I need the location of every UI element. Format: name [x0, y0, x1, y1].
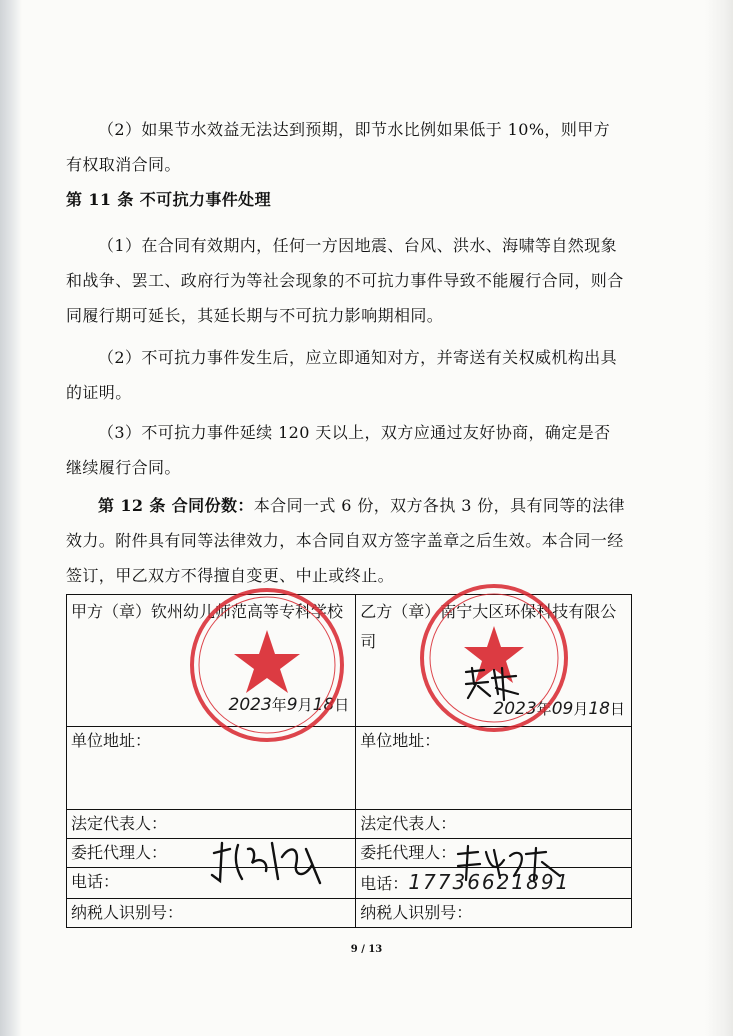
party-b-phone-value: 17736621891 [408, 870, 571, 894]
party-b-date-year: 2023 [493, 699, 537, 719]
scan-edge-left [0, 0, 22, 1036]
clause-11-1: （1）在合同有效期内，任何一方因地震、台风、洪水、海啸等自然现象和战争、罢工、政府行为等社会现象的不可抗力事件导致不能履行合同，则合同履行期可延长，其延长期与不可抗力影响期相同。 [66, 236, 624, 325]
party-b-date: 2023年09月18日 [493, 699, 625, 719]
article-11-title: 第 11 条 不可抗力事件处理 [66, 190, 271, 209]
article-12-body: 本合同一式 6 份，双方各执 3 份，具有同等的法律效力。附件具有同等法律效力，本合同自双方签字盖章之后生效。本合同一经签订，甲乙双方不得擅自变更、中止或终止。 [66, 496, 625, 585]
party-a-date-year: 2023 [228, 695, 272, 715]
article-12-title: 第 12 条 合同份数： [98, 496, 254, 515]
party-b-legal-rep: 法定代表人： [356, 810, 632, 839]
party-b-agent: 委托代理人： [356, 839, 632, 868]
party-b-address: 单位地址： [356, 727, 632, 810]
party-a-agent: 委托代理人： [67, 839, 356, 868]
party-a-address: 单位地址： [67, 727, 356, 810]
party-a-label: 甲方（章）钦州幼儿师范高等专科学校 [71, 602, 344, 621]
signature-table [66, 594, 632, 928]
clause-11-2: （2）不可抗力事件发生后，应立即通知对方，并寄送有关权威机构出具的证明。 [66, 348, 617, 402]
party-a-date-month: 9 [286, 695, 298, 715]
party-b-date-day: 18 [588, 699, 610, 719]
party-a-date-day: 18 [312, 695, 335, 715]
article-12 [66, 488, 626, 593]
clause-11-3: （3）不可抗力事件延续 120 天以上，双方应通过友好协商，确定是否继续履行合同。 [66, 423, 611, 477]
page-number: 9 / 13 [350, 944, 383, 955]
party-a-legal-rep: 法定代表人： [67, 810, 356, 839]
party-a-tax-id: 纳税人识别号： [67, 899, 356, 928]
party-b-label: 乙方（章）南宁大区环保科技有限公司 [360, 602, 617, 651]
scan-edge-right [705, 0, 733, 1036]
party-b-date-month: 09 [551, 699, 574, 719]
clause-10-2: （2）如果节水效益无法达到预期，即节水比例如果低于 10%，则甲方有权取消合同。 [66, 120, 611, 174]
party-a-date: 2023年9月18日 [228, 695, 350, 715]
party-b-cell [356, 595, 632, 727]
party-b-tax-id: 纳税人识别号： [356, 899, 632, 928]
party-b-phone-label: 电话： [360, 874, 409, 893]
party-a-phone: 电话： [67, 868, 356, 899]
party-a-cell [67, 595, 356, 727]
party-b-phone-row [356, 868, 632, 899]
